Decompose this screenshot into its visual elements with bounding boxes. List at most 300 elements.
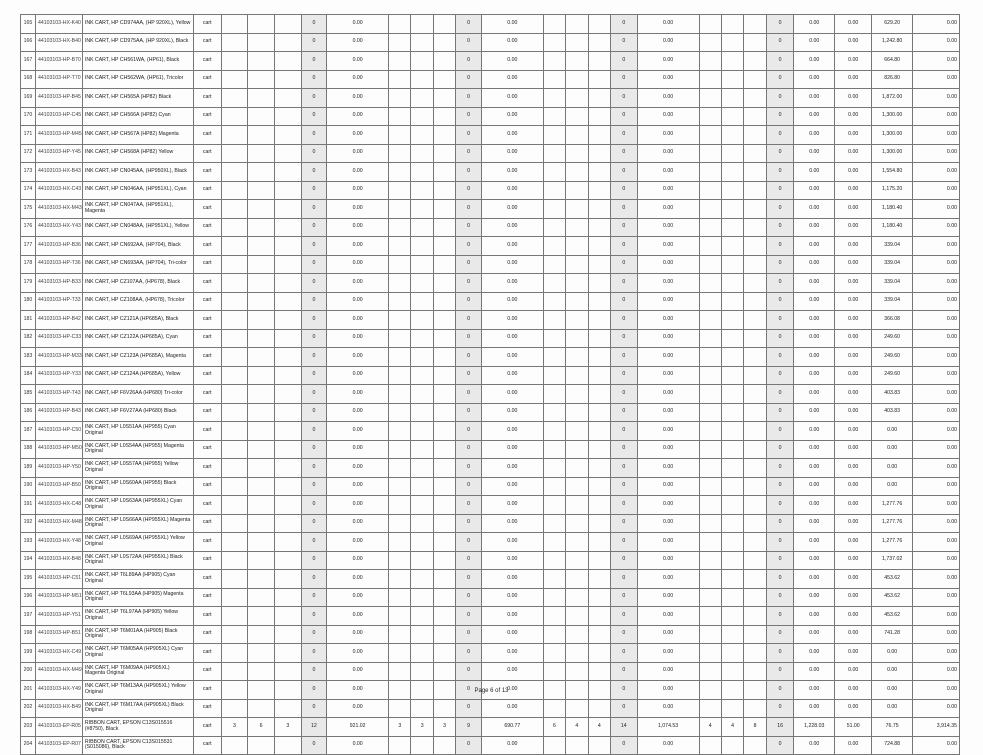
qty-month-7 (543, 514, 565, 533)
qty-month-3 (274, 496, 301, 515)
qty-month-6 (433, 385, 455, 404)
qty-month-11 (721, 699, 743, 718)
qty-month-5 (411, 52, 433, 71)
qty-month-1 (221, 52, 248, 71)
qty-month-11 (721, 274, 743, 293)
total-quantity: 0.00 (835, 551, 872, 570)
table-row (21, 496, 960, 515)
qty-month-3 (274, 274, 301, 293)
qty-quarter-2-total: 0 (456, 625, 482, 644)
qty-month-7 (543, 274, 565, 293)
amount-quarter-4: 0.00 (794, 366, 835, 385)
amount-quarter-1: 0.00 (327, 15, 389, 34)
unit-price: 1,180.40 (872, 200, 913, 219)
total-amount: 3,914.35 (912, 718, 959, 737)
unit-of-measure: cart (193, 329, 221, 348)
row-number: 181 (21, 311, 36, 330)
amount-quarter-4: 0.00 (794, 533, 835, 552)
unit-price: 741.28 (872, 625, 913, 644)
qty-month-10 (699, 477, 721, 496)
amount-quarter-3: 0.00 (637, 607, 699, 626)
amount-quarter-3: 0.00 (637, 89, 699, 108)
item-code: 44103103-HP-C51 (35, 570, 82, 589)
amount-quarter-4: 0.00 (794, 200, 835, 219)
item-description: RIBBON CART, EPSON C13S015531 (S015086), Black (82, 736, 193, 755)
qty-quarter-2-total: 0 (456, 311, 482, 330)
qty-month-7: 6 (543, 718, 565, 737)
qty-month-2 (248, 33, 275, 52)
qty-quarter-2-total: 0 (456, 403, 482, 422)
qty-quarter-2-total: 0 (456, 533, 482, 552)
qty-month-3 (274, 292, 301, 311)
item-description: INK CART, HP CZ123A (HP685A), Magenta (82, 348, 193, 367)
amount-quarter-3: 0.00 (637, 15, 699, 34)
amount-quarter-1: 0.00 (327, 144, 389, 163)
table-row (21, 15, 960, 34)
qty-quarter-4-total: 0 (766, 163, 794, 182)
qty-quarter-2-total: 0 (456, 52, 482, 71)
qty-quarter-1-total: 0 (301, 329, 327, 348)
item-code: 44103103-HX-M48 (35, 514, 82, 533)
qty-quarter-1-total: 0 (301, 348, 327, 367)
qty-quarter-4-total: 0 (766, 144, 794, 163)
amount-quarter-3: 0.00 (637, 681, 699, 700)
total-quantity: 0.00 (835, 736, 872, 755)
qty-month-2 (248, 218, 275, 237)
amount-quarter-4: 0.00 (794, 607, 835, 626)
qty-month-4 (389, 126, 411, 145)
amount-quarter-1: 0.00 (327, 107, 389, 126)
amount-quarter-1: 0.00 (327, 699, 389, 718)
qty-month-4 (389, 144, 411, 163)
item-description: INK CART, HP F6V27AA (HP680) Black (82, 403, 193, 422)
amount-quarter-4: 0.00 (794, 644, 835, 663)
qty-quarter-4-total: 0 (766, 477, 794, 496)
qty-month-8 (566, 625, 588, 644)
qty-quarter-1-total: 0 (301, 385, 327, 404)
table-row (21, 70, 960, 89)
item-description: RIBBON CART, EPSON C13S015516 (#8750), Black (82, 718, 193, 737)
qty-month-2 (248, 440, 275, 459)
row-number: 171 (21, 126, 36, 145)
table-row (21, 144, 960, 163)
item-description: INK CART, HP L0S63AA (HP955XL) Cyan Original (82, 496, 193, 515)
qty-month-7 (543, 200, 565, 219)
unit-of-measure: cart (193, 607, 221, 626)
qty-month-4 (389, 163, 411, 182)
unit-of-measure: cart (193, 70, 221, 89)
unit-price: 1,300.00 (872, 144, 913, 163)
amount-quarter-1: 0.00 (327, 736, 389, 755)
amount-quarter-4: 0.00 (794, 459, 835, 478)
table-row (21, 274, 960, 293)
amount-quarter-3: 0.00 (637, 163, 699, 182)
qty-month-10 (699, 422, 721, 441)
qty-month-12 (744, 292, 766, 311)
qty-quarter-1-total: 0 (301, 218, 327, 237)
qty-month-1 (221, 385, 248, 404)
qty-quarter-3-total: 0 (610, 70, 637, 89)
row-number: 175 (21, 200, 36, 219)
qty-month-12 (744, 107, 766, 126)
qty-month-9 (588, 274, 610, 293)
qty-month-10 (699, 274, 721, 293)
qty-quarter-4-total: 0 (766, 348, 794, 367)
amount-quarter-3: 0.00 (637, 551, 699, 570)
amount-quarter-4: 0.00 (794, 292, 835, 311)
item-description: INK CART, HP T6M01AA (HP905) Black Original (82, 625, 193, 644)
qty-quarter-4-total: 0 (766, 107, 794, 126)
qty-month-12 (744, 348, 766, 367)
qty-month-6 (433, 625, 455, 644)
qty-month-1 (221, 662, 248, 681)
qty-month-6 (433, 181, 455, 200)
qty-month-11 (721, 144, 743, 163)
item-code: 44103103-EP-R07 (35, 736, 82, 755)
amount-quarter-1: 0.00 (327, 477, 389, 496)
qty-month-12 (744, 200, 766, 219)
qty-quarter-2-total: 0 (456, 570, 482, 589)
total-quantity: 0.00 (835, 311, 872, 330)
amount-quarter-1: 0.00 (327, 403, 389, 422)
qty-month-12 (744, 570, 766, 589)
qty-month-12 (744, 126, 766, 145)
qty-month-4 (389, 181, 411, 200)
amount-quarter-3: 0.00 (637, 126, 699, 145)
qty-month-2 (248, 366, 275, 385)
unit-of-measure: cart (193, 403, 221, 422)
qty-month-3 (274, 200, 301, 219)
table-row (21, 477, 960, 496)
total-amount: 0.00 (912, 681, 959, 700)
qty-month-9 (588, 163, 610, 182)
item-code: 44103103-HP-B43 (35, 403, 82, 422)
qty-month-4 (389, 403, 411, 422)
qty-month-4 (389, 736, 411, 755)
qty-quarter-1-total: 0 (301, 570, 327, 589)
unit-price: 1,872.00 (872, 89, 913, 108)
amount-quarter-1: 0.00 (327, 237, 389, 256)
unit-price: 0.00 (872, 681, 913, 700)
order-table (20, 14, 960, 755)
qty-quarter-3-total: 0 (610, 459, 637, 478)
qty-month-9 (588, 496, 610, 515)
qty-month-1 (221, 477, 248, 496)
amount-quarter-1: 0.00 (327, 218, 389, 237)
total-quantity: 0.00 (835, 292, 872, 311)
amount-quarter-3: 0.00 (637, 181, 699, 200)
qty-month-3 (274, 459, 301, 478)
qty-month-7 (543, 440, 565, 459)
item-code: 44103103-HP-B36 (35, 237, 82, 256)
qty-quarter-3-total: 0 (610, 163, 637, 182)
qty-month-10 (699, 385, 721, 404)
qty-month-1 (221, 514, 248, 533)
unit-of-measure: cart (193, 366, 221, 385)
qty-month-11 (721, 33, 743, 52)
qty-month-10 (699, 570, 721, 589)
amount-quarter-3: 0.00 (637, 514, 699, 533)
qty-month-11 (721, 200, 743, 219)
item-description: INK CART, HP CZ108AA, (HP678), Tricolor (82, 292, 193, 311)
order-table-body (21, 15, 960, 755)
qty-month-4 (389, 625, 411, 644)
amount-quarter-3: 0.00 (637, 403, 699, 422)
total-quantity: 0.00 (835, 15, 872, 34)
qty-month-5 (411, 107, 433, 126)
unit-of-measure: cart (193, 292, 221, 311)
amount-quarter-4: 0.00 (794, 570, 835, 589)
qty-month-8 (566, 570, 588, 589)
qty-month-5 (411, 570, 433, 589)
qty-quarter-2-total: 0 (456, 366, 482, 385)
amount-quarter-2: 0.00 (481, 533, 543, 552)
qty-quarter-3-total: 0 (610, 422, 637, 441)
row-number: 193 (21, 533, 36, 552)
qty-month-4 (389, 329, 411, 348)
qty-month-3 (274, 403, 301, 422)
qty-quarter-1-total: 12 (301, 718, 327, 737)
unit-price: 403.83 (872, 403, 913, 422)
qty-month-1 (221, 163, 248, 182)
row-number: 172 (21, 144, 36, 163)
qty-month-2 (248, 237, 275, 256)
qty-month-8 (566, 348, 588, 367)
qty-quarter-2-total: 0 (456, 422, 482, 441)
row-number: 169 (21, 89, 36, 108)
qty-month-9 (588, 255, 610, 274)
qty-month-10 (699, 33, 721, 52)
unit-price: 1,242.80 (872, 33, 913, 52)
row-number: 176 (21, 218, 36, 237)
unit-of-measure: cart (193, 496, 221, 515)
unit-of-measure: cart (193, 163, 221, 182)
qty-month-12 (744, 551, 766, 570)
qty-month-11 (721, 644, 743, 663)
qty-month-6 (433, 15, 455, 34)
qty-month-4 (389, 311, 411, 330)
qty-month-9 (588, 329, 610, 348)
qty-month-12 (744, 477, 766, 496)
qty-month-1 (221, 422, 248, 441)
total-quantity: 0.00 (835, 570, 872, 589)
amount-quarter-1: 0.00 (327, 588, 389, 607)
unit-of-measure: cart (193, 514, 221, 533)
total-amount: 0.00 (912, 52, 959, 71)
qty-month-4 (389, 533, 411, 552)
qty-quarter-4-total: 0 (766, 551, 794, 570)
qty-month-9 (588, 570, 610, 589)
qty-month-8: 4 (566, 718, 588, 737)
qty-month-4 (389, 107, 411, 126)
qty-quarter-3-total: 0 (610, 52, 637, 71)
amount-quarter-2: 0.00 (481, 107, 543, 126)
table-row (21, 385, 960, 404)
qty-month-2 (248, 292, 275, 311)
qty-month-4 (389, 459, 411, 478)
qty-quarter-3-total: 0 (610, 126, 637, 145)
qty-month-9 (588, 588, 610, 607)
item-description: INK CART, HP T6L89AA (HP905) Cyan Original (82, 570, 193, 589)
amount-quarter-3: 0.00 (637, 533, 699, 552)
qty-month-6 (433, 644, 455, 663)
total-quantity: 0.00 (835, 237, 872, 256)
qty-month-7 (543, 348, 565, 367)
total-quantity: 0.00 (835, 218, 872, 237)
qty-month-4 (389, 422, 411, 441)
qty-quarter-2-total: 0 (456, 181, 482, 200)
item-code: 44103103-HX-Y49 (35, 681, 82, 700)
qty-month-9 (588, 218, 610, 237)
qty-month-2 (248, 551, 275, 570)
total-quantity: 51.00 (835, 718, 872, 737)
item-code: 44103103-HP-C50 (35, 422, 82, 441)
qty-month-7 (543, 70, 565, 89)
amount-quarter-2: 0.00 (481, 70, 543, 89)
qty-quarter-4-total: 0 (766, 70, 794, 89)
qty-month-12 (744, 237, 766, 256)
qty-month-12 (744, 366, 766, 385)
table-row (21, 718, 960, 737)
row-number: 204 (21, 736, 36, 755)
amount-quarter-2: 0.00 (481, 89, 543, 108)
qty-month-6 (433, 52, 455, 71)
qty-month-10 (699, 255, 721, 274)
amount-quarter-4: 1,228.03 (794, 718, 835, 737)
qty-month-4 (389, 255, 411, 274)
table-row (21, 440, 960, 459)
row-number: 199 (21, 644, 36, 663)
qty-quarter-1-total: 0 (301, 607, 327, 626)
qty-quarter-4-total: 0 (766, 181, 794, 200)
qty-month-1 (221, 496, 248, 515)
amount-quarter-2: 690.77 (481, 718, 543, 737)
qty-quarter-4-total: 0 (766, 514, 794, 533)
row-number: 165 (21, 15, 36, 34)
qty-quarter-3-total: 0 (610, 403, 637, 422)
unit-price: 249.60 (872, 366, 913, 385)
qty-month-9 (588, 144, 610, 163)
qty-month-5 (411, 385, 433, 404)
qty-month-5 (411, 274, 433, 293)
total-quantity: 0.00 (835, 662, 872, 681)
unit-price: 0.00 (872, 422, 913, 441)
item-code: 44103103-HP-Y51 (35, 607, 82, 626)
qty-quarter-3-total: 0 (610, 15, 637, 34)
row-number: 195 (21, 570, 36, 589)
qty-quarter-3-total: 0 (610, 625, 637, 644)
row-number: 202 (21, 699, 36, 718)
qty-month-3 (274, 89, 301, 108)
qty-month-9 (588, 366, 610, 385)
amount-quarter-2: 0.00 (481, 607, 543, 626)
unit-of-measure: cart (193, 477, 221, 496)
qty-quarter-1-total: 0 (301, 70, 327, 89)
qty-month-8 (566, 107, 588, 126)
qty-quarter-1-total: 0 (301, 588, 327, 607)
qty-month-4 (389, 440, 411, 459)
qty-month-10 (699, 200, 721, 219)
item-code: 44103103-HX-K40 (35, 15, 82, 34)
page-number: Page 6 of 13 (474, 688, 509, 694)
qty-month-4 (389, 200, 411, 219)
qty-month-9 (588, 736, 610, 755)
amount-quarter-1: 0.00 (327, 551, 389, 570)
qty-month-10 (699, 459, 721, 478)
qty-month-3 (274, 385, 301, 404)
total-quantity: 0.00 (835, 644, 872, 663)
total-amount: 0.00 (912, 33, 959, 52)
row-number: 180 (21, 292, 36, 311)
total-quantity: 0.00 (835, 533, 872, 552)
qty-month-11 (721, 514, 743, 533)
amount-quarter-1: 0.00 (327, 459, 389, 478)
unit-of-measure: cart (193, 200, 221, 219)
amount-quarter-4: 0.00 (794, 89, 835, 108)
unit-of-measure: cart (193, 348, 221, 367)
total-quantity: 0.00 (835, 440, 872, 459)
qty-month-12 (744, 736, 766, 755)
qty-month-8 (566, 440, 588, 459)
total-quantity: 0.00 (835, 255, 872, 274)
qty-month-8 (566, 607, 588, 626)
qty-month-11 (721, 477, 743, 496)
amount-quarter-2: 0.00 (481, 459, 543, 478)
amount-quarter-4: 0.00 (794, 699, 835, 718)
amount-quarter-3: 0.00 (637, 459, 699, 478)
qty-month-12 (744, 33, 766, 52)
qty-month-4 (389, 588, 411, 607)
qty-month-3 (274, 311, 301, 330)
qty-quarter-1-total: 0 (301, 699, 327, 718)
total-amount: 0.00 (912, 662, 959, 681)
table-row (21, 237, 960, 256)
qty-month-8 (566, 533, 588, 552)
amount-quarter-3: 0.00 (637, 348, 699, 367)
qty-month-2 (248, 699, 275, 718)
amount-quarter-3: 0.00 (637, 366, 699, 385)
qty-month-10 (699, 70, 721, 89)
qty-month-2 (248, 588, 275, 607)
qty-month-12 (744, 255, 766, 274)
qty-month-2 (248, 736, 275, 755)
qty-month-11 (721, 422, 743, 441)
unit-of-measure: cart (193, 440, 221, 459)
amount-quarter-3: 0.00 (637, 255, 699, 274)
qty-month-11 (721, 403, 743, 422)
qty-month-8 (566, 144, 588, 163)
qty-quarter-3-total: 0 (610, 311, 637, 330)
qty-month-6 (433, 551, 455, 570)
total-amount: 0.00 (912, 366, 959, 385)
amount-quarter-4: 0.00 (794, 144, 835, 163)
qty-month-3 (274, 422, 301, 441)
row-number: 194 (21, 551, 36, 570)
qty-month-10 (699, 163, 721, 182)
amount-quarter-2: 0.00 (481, 348, 543, 367)
amount-quarter-2: 0.00 (481, 311, 543, 330)
qty-month-9 (588, 181, 610, 200)
qty-month-12 (744, 163, 766, 182)
qty-month-3 (274, 662, 301, 681)
qty-month-8 (566, 422, 588, 441)
qty-month-12 (744, 440, 766, 459)
qty-month-9 (588, 403, 610, 422)
qty-month-6 (433, 200, 455, 219)
amount-quarter-1: 0.00 (327, 89, 389, 108)
qty-month-10 (699, 107, 721, 126)
amount-quarter-4: 0.00 (794, 496, 835, 515)
